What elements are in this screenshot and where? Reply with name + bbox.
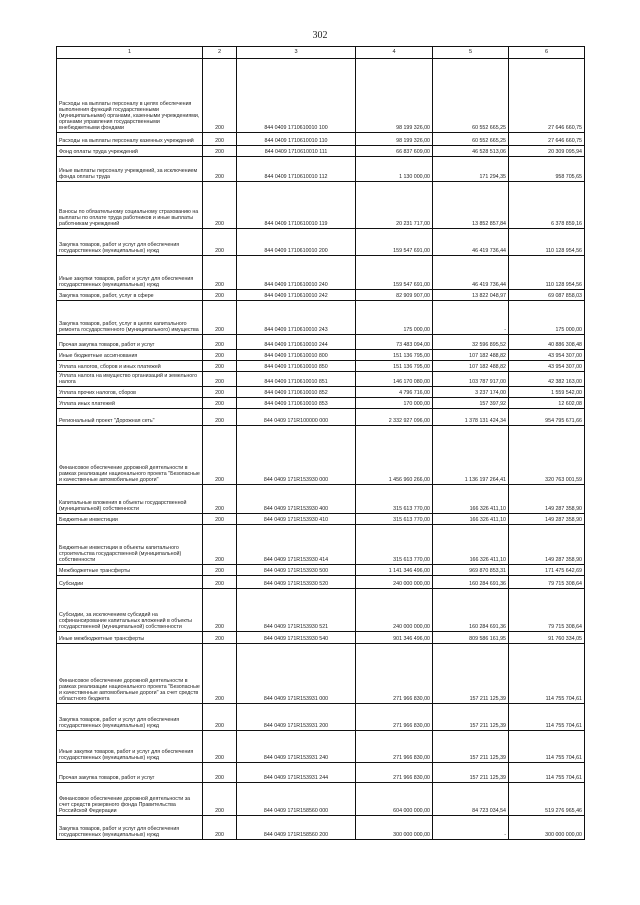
row-code: 200	[203, 289, 237, 300]
row-value-col5: -	[433, 300, 509, 334]
row-value-col4: 170 000,00	[356, 397, 433, 408]
row-classification-code: 844 0409 171R153930 410	[237, 513, 356, 524]
row-classification-code: 844 0409 171R153931 240	[237, 730, 356, 762]
row-classification-code: 844 0409 1710610010 243	[237, 300, 356, 334]
row-classification-code: 844 0409 171R100000 000	[237, 408, 356, 425]
row-code: 200	[203, 397, 237, 408]
table-row	[57, 631, 585, 643]
row-code: 200	[203, 156, 237, 181]
row-value-col6: 91 760 334,05	[509, 631, 585, 643]
row-name: Прочая закупка товаров, работ и услуг	[57, 334, 203, 349]
row-name: Уплата прочих налогов, сборов	[57, 386, 203, 397]
row-value-col4: 901 346 496,00	[356, 631, 433, 643]
row-value-col4: 159 547 691,00	[356, 255, 433, 289]
row-value-col6: 114 755 704,61	[509, 703, 585, 730]
row-value-col4: 240 000 000,00	[356, 575, 433, 588]
row-code: 200	[203, 145, 237, 156]
row-value-col5: 157 211 125,39	[433, 762, 509, 782]
row-name: Иные выплаты персоналу учреждений, за исключением фонда оплаты труда	[57, 156, 203, 181]
row-value-col5: 160 284 691,36	[433, 588, 509, 631]
row-value-col5: 107 182 488,82	[433, 349, 509, 360]
row-code: 200	[203, 524, 237, 564]
row-value-col4: 73 483 094,00	[356, 334, 433, 349]
row-name: Иные закупки товаров, работ и услуг для обеспечения государственных (муниципальных) нужд	[57, 730, 203, 762]
row-classification-code: 844 0409 171R153930 540	[237, 631, 356, 643]
header-cell: 6	[509, 47, 585, 59]
table-row	[57, 425, 585, 484]
row-value-col5: 160 284 691,36	[433, 575, 509, 588]
table-row	[57, 564, 585, 575]
row-code: 200	[203, 815, 237, 839]
row-value-col5: 166 326 411,10	[433, 513, 509, 524]
row-value-col5: 157 211 125,39	[433, 703, 509, 730]
table-row	[57, 408, 585, 425]
table-row	[57, 289, 585, 300]
row-value-col6: 114 755 704,61	[509, 762, 585, 782]
row-code: 200	[203, 588, 237, 631]
row-code: 200	[203, 181, 237, 228]
row-value-col6: 69 087 858,03	[509, 289, 585, 300]
row-code: 200	[203, 360, 237, 371]
row-name: Закупка товаров, работ, услуг в целях капитального ремонта государственного (муниципального) имущества	[57, 300, 203, 334]
row-classification-code: 844 0409 1710610010 112	[237, 156, 356, 181]
row-value-col4: 1 456 960 266,00	[356, 425, 433, 484]
row-code: 200	[203, 575, 237, 588]
row-value-col5: 46 419 736,44	[433, 228, 509, 255]
row-classification-code: 844 0409 1710610010 852	[237, 386, 356, 397]
table-row	[57, 228, 585, 255]
row-name: Расходы на выплаты персоналу в целях обеспечения выполнения функций государственными (муниципальными) органами, казенными учреждениями, органами управления государственными внебюджетными фондами	[57, 58, 203, 132]
row-name: Субсидии, за исключением субсидий на софинансирование капитальных вложений в объекты государственной (муниципальной) собственности	[57, 588, 203, 631]
row-value-col5: 60 552 665,25	[433, 132, 509, 145]
table-row	[57, 156, 585, 181]
row-name: Уплата налогов, сборов и иных платежей	[57, 360, 203, 371]
row-value-col5: 84 723 034,54	[433, 782, 509, 815]
row-name: Финансовое обеспечение дорожной деятельности в рамках реализации национального проекта "Безопасные и качественные автомобильные дороги" за счет средств областного бюджета	[57, 643, 203, 703]
row-value-col6: 79 715 308,64	[509, 588, 585, 631]
row-value-col6: 12 602,08	[509, 397, 585, 408]
row-name: Расходы на выплаты персоналу казенных учреждений	[57, 132, 203, 145]
row-value-col6: 149 287 358,90	[509, 513, 585, 524]
row-value-col5: 171 294,35	[433, 156, 509, 181]
row-value-col6: 114 755 704,61	[509, 643, 585, 703]
row-code: 200	[203, 762, 237, 782]
row-name: Финансовое обеспечение дорожной деятельности за счет средств резервного фонда Правительства Российской Федерации	[57, 782, 203, 815]
row-code: 200	[203, 349, 237, 360]
row-value-col4: 315 613 770,00	[356, 524, 433, 564]
row-value-col4: 82 909 907,00	[356, 289, 433, 300]
row-value-col4: 98 199 326,00	[356, 132, 433, 145]
row-value-col6: 27 646 660,75	[509, 58, 585, 132]
table-row	[57, 782, 585, 815]
table-row	[57, 334, 585, 349]
row-classification-code: 844 0409 1710610010 200	[237, 228, 356, 255]
row-name: Иные бюджетные ассигнования	[57, 349, 203, 360]
table-row	[57, 575, 585, 588]
row-value-col5: 1 136 197 264,41	[433, 425, 509, 484]
row-name: Бюджетные инвестиции	[57, 513, 203, 524]
row-classification-code: 844 0409 171R153930 520	[237, 575, 356, 588]
row-classification-code: 844 0409 171R153930 414	[237, 524, 356, 564]
row-value-col6: 110 128 954,56	[509, 255, 585, 289]
header-row	[57, 47, 585, 59]
row-value-col5: 46 528 513,06	[433, 145, 509, 156]
row-value-col5: 103 787 917,00	[433, 371, 509, 386]
row-classification-code: 844 0409 171R153931 000	[237, 643, 356, 703]
row-value-col5: -	[433, 815, 509, 839]
row-code: 200	[203, 228, 237, 255]
row-code: 200	[203, 300, 237, 334]
row-code: 200	[203, 371, 237, 386]
row-value-col6: 40 886 308,48	[509, 334, 585, 349]
budget-table	[56, 46, 585, 840]
row-value-col4: 146 170 080,00	[356, 371, 433, 386]
row-value-col4: 2 332 927 096,00	[356, 408, 433, 425]
row-value-col6: 27 646 660,75	[509, 132, 585, 145]
row-classification-code: 844 0409 1710610010 110	[237, 132, 356, 145]
row-name: Прочая закупка товаров, работ и услуг	[57, 762, 203, 782]
row-classification-code: 844 0409 1710610010 851	[237, 371, 356, 386]
row-value-col4: 175 000,00	[356, 300, 433, 334]
row-classification-code: 844 0409 171R158560 000	[237, 782, 356, 815]
row-value-col6: 110 128 954,56	[509, 228, 585, 255]
row-code: 200	[203, 386, 237, 397]
row-value-col5: 3 237 174,00	[433, 386, 509, 397]
row-code: 200	[203, 564, 237, 575]
row-value-col4: 240 000 000,00	[356, 588, 433, 631]
header-cell: 3	[237, 47, 356, 59]
row-value-col4: 98 199 326,00	[356, 58, 433, 132]
row-value-col6: 958 705,65	[509, 156, 585, 181]
row-value-col6: 175 000,00	[509, 300, 585, 334]
row-code: 200	[203, 513, 237, 524]
row-value-col5: 13 852 857,84	[433, 181, 509, 228]
row-classification-code: 844 0409 1710610010 800	[237, 349, 356, 360]
row-value-col4: 271 966 830,00	[356, 730, 433, 762]
row-classification-code: 844 0409 171R158560 200	[237, 815, 356, 839]
table-row	[57, 371, 585, 386]
row-code: 200	[203, 255, 237, 289]
row-value-col4: 315 613 770,00	[356, 513, 433, 524]
table-row	[57, 300, 585, 334]
row-code: 200	[203, 408, 237, 425]
row-value-col5: 166 326 411,10	[433, 484, 509, 513]
row-value-col5: 969 870 853,31	[433, 564, 509, 575]
row-name: Межбюджетные трансферты	[57, 564, 203, 575]
row-value-col4: 151 136 795,00	[356, 349, 433, 360]
table-row	[57, 58, 585, 132]
row-value-col5: 1 378 131 424,34	[433, 408, 509, 425]
row-value-col6: 171 475 642,69	[509, 564, 585, 575]
table-row	[57, 815, 585, 839]
row-classification-code: 844 0409 171R153930 500	[237, 564, 356, 575]
row-classification-code: 844 0409 171R153930 000	[237, 425, 356, 484]
row-name: Иные межбюджетные трансферты	[57, 631, 203, 643]
row-value-col6: 20 309 095,94	[509, 145, 585, 156]
row-value-col6: 79 715 308,64	[509, 575, 585, 588]
row-classification-code: 844 0409 171R153931 200	[237, 703, 356, 730]
table-row	[57, 484, 585, 513]
row-classification-code: 844 0409 1710610010 242	[237, 289, 356, 300]
table-row	[57, 643, 585, 703]
table-row	[57, 349, 585, 360]
row-value-col4: 315 613 770,00	[356, 484, 433, 513]
row-value-col6: 114 755 704,61	[509, 730, 585, 762]
row-code: 200	[203, 730, 237, 762]
row-code: 200	[203, 132, 237, 145]
row-value-col6: 320 763 001,59	[509, 425, 585, 484]
row-value-col5: 157 211 125,39	[433, 643, 509, 703]
row-value-col6: 149 287 358,90	[509, 524, 585, 564]
row-value-col6: 43 954 307,00	[509, 349, 585, 360]
row-value-col5: 107 182 488,82	[433, 360, 509, 371]
row-name: Фонд оплаты труда учреждений	[57, 145, 203, 156]
table-row	[57, 524, 585, 564]
row-name: Уплата иных платежей	[57, 397, 203, 408]
row-name: Финансовое обеспечение дорожной деятельности в рамках реализации национального проекта "Безопасные и качественные автомобильные дороги"	[57, 425, 203, 484]
row-value-col5: 60 552 665,25	[433, 58, 509, 132]
row-name: Капитальные вложения в объекты государственной (муниципальной) собственности	[57, 484, 203, 513]
row-value-col6: 1 559 542,00	[509, 386, 585, 397]
row-name: Иные закупки товаров, работ и услуг для обеспечения государственных (муниципальных) нужд	[57, 255, 203, 289]
row-classification-code: 844 0409 1710610010 100	[237, 58, 356, 132]
row-value-col6: 519 276 965,46	[509, 782, 585, 815]
header-cell: 4	[356, 47, 433, 59]
row-name: Закупка товаров, работ и услуг для обеспечения государственных (муниципальных) нужд	[57, 815, 203, 839]
row-value-col6: 6 378 859,16	[509, 181, 585, 228]
header-cell: 1	[57, 47, 203, 59]
row-value-col5: 157 211 125,39	[433, 730, 509, 762]
row-value-col6: 42 382 163,00	[509, 371, 585, 386]
header-cell: 5	[433, 47, 509, 59]
row-value-col4: 300 000 000,00	[356, 815, 433, 839]
row-value-col4: 1 130 000,00	[356, 156, 433, 181]
row-value-col4: 604 000 000,00	[356, 782, 433, 815]
header-cell: 2	[203, 47, 237, 59]
row-classification-code: 844 0409 171R153930 400	[237, 484, 356, 513]
row-name: Закупка товаров, работ и услуг для обеспечения государственных (муниципальных) нужд	[57, 703, 203, 730]
row-code: 200	[203, 631, 237, 643]
row-classification-code: 844 0409 1710610010 119	[237, 181, 356, 228]
row-value-col6: 43 954 307,00	[509, 360, 585, 371]
row-value-col4: 20 231 717,00	[356, 181, 433, 228]
row-value-col6: 300 000 000,00	[509, 815, 585, 839]
row-classification-code: 844 0409 1710610010 244	[237, 334, 356, 349]
table-row	[57, 360, 585, 371]
table-row	[57, 255, 585, 289]
table-row	[57, 730, 585, 762]
row-name: Закупка товаров, работ и услуг для обеспечения государственных (муниципальных) нужд	[57, 228, 203, 255]
row-value-col4: 1 141 346 496,00	[356, 564, 433, 575]
row-name: Региональный проект "Дорожная сеть"	[57, 408, 203, 425]
table-row	[57, 145, 585, 156]
row-value-col4: 159 547 691,00	[356, 228, 433, 255]
row-code: 200	[203, 334, 237, 349]
row-value-col5: 809 586 161,95	[433, 631, 509, 643]
row-name: Взносы по обязательному социальному страхованию на выплаты по оплате труда работников и иные выплаты работникам учреждений	[57, 181, 203, 228]
row-classification-code: 844 0409 1710610010 850	[237, 360, 356, 371]
row-value-col4: 151 136 795,00	[356, 360, 433, 371]
row-name: Субсидии	[57, 575, 203, 588]
row-code: 200	[203, 484, 237, 513]
row-value-col5: 166 326 411,10	[433, 524, 509, 564]
row-code: 200	[203, 643, 237, 703]
table-row	[57, 132, 585, 145]
row-classification-code: 844 0409 171R153930 521	[237, 588, 356, 631]
row-classification-code: 844 0409 1710610010 240	[237, 255, 356, 289]
table-row	[57, 762, 585, 782]
row-classification-code: 844 0409 1710610010 111	[237, 145, 356, 156]
row-value-col5: 46 419 736,44	[433, 255, 509, 289]
row-value-col4: 271 966 830,00	[356, 762, 433, 782]
row-value-col4: 271 966 830,00	[356, 703, 433, 730]
row-code: 200	[203, 425, 237, 484]
row-code: 200	[203, 58, 237, 132]
page-number: 302	[312, 30, 328, 41]
table-row	[57, 181, 585, 228]
table-row	[57, 588, 585, 631]
row-code: 200	[203, 782, 237, 815]
row-value-col6: 149 287 358,90	[509, 484, 585, 513]
row-name: Уплата налога на имущество организаций и земельного налога	[57, 371, 203, 386]
row-value-col5: 13 822 048,97	[433, 289, 509, 300]
row-name: Бюджетные инвестиции в объекты капитального строительства государственной (муниципальной) собственности	[57, 524, 203, 564]
table-row	[57, 386, 585, 397]
row-value-col4: 271 966 830,00	[356, 643, 433, 703]
table-row	[57, 513, 585, 524]
row-value-col6: 954 795 671,66	[509, 408, 585, 425]
row-value-col5: 157 397,92	[433, 397, 509, 408]
row-value-col5: 32 596 895,52	[433, 334, 509, 349]
row-name: Закупка товаров, работ, услуг в сфере	[57, 289, 203, 300]
table-row	[57, 703, 585, 730]
row-value-col4: 66 837 609,00	[356, 145, 433, 156]
row-value-col4: 4 796 716,00	[356, 386, 433, 397]
table-row	[57, 397, 585, 408]
row-code: 200	[203, 703, 237, 730]
row-classification-code: 844 0409 171R153931 244	[237, 762, 356, 782]
row-classification-code: 844 0409 1710610010 853	[237, 397, 356, 408]
